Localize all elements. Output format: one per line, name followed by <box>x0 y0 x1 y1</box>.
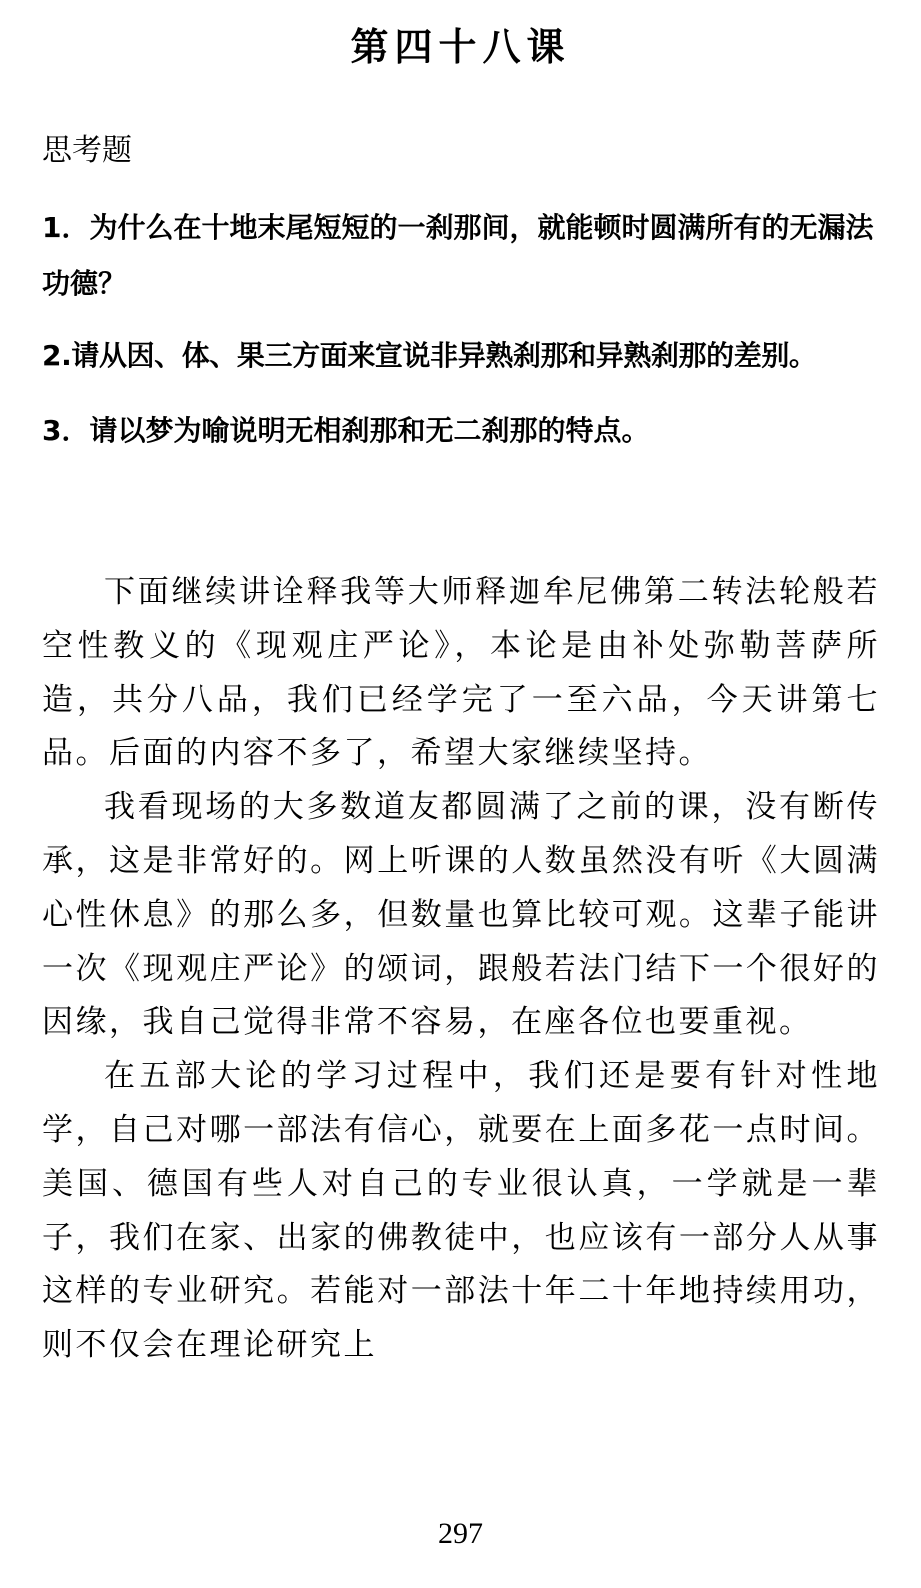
paragraph-1: 下面继续讲诠释我等大师释迦牟尼佛第二转法轮般若空性教义的《现观庄严论》，本论是由补处弥勒菩萨所造，共分八品，我们已经学完了一至六品，今天讲第七品。后面的内容不多了，希望大家继续坚持。 <box>42 574 880 772</box>
question-2: 2.请从因、体、果三方面来宣说非异熟刹那和异熟刹那的差别。 <box>42 339 817 372</box>
page-number: 297 <box>438 1517 483 1550</box>
paragraph-2: 我看现场的大多数道友都圆满了之前的课，没有断传承，这是非常好的。网上听课的人数虽然没有听《大圆满心性休息》的那么多，但数量也算比较可观。这辈子能讲一次《现观庄严论》的颂词，跟般若法门结下一个很好的因缘，我自己觉得非常不容易，在座各位也要重视。 <box>42 789 880 1041</box>
questions-heading: 思考题 <box>42 133 132 168</box>
lecture-body <box>42 566 880 1373</box>
page-title: 第四十八课 <box>350 25 571 69</box>
question-1: 1．为什么在十地末尾短短的一刹那间，就能顿时圆满所有的无漏法功德？ <box>42 211 874 300</box>
paragraph-3: 在五部大论的学习过程中，我们还是要有针对性地学，自己对哪一部法有信心，就要在上面多花一点时间。美国、德国有些人对自己的专业很认真，一学就是一辈子，我们在家、出家的佛教徒中，也应该有一部分人从事这样的专业研究。若能对一部法十年二十年地持续用功，则不仅会在理论研究上 <box>42 1058 880 1364</box>
question-3: 3．请以梦为喻说明无相刹那和无二刹那的特点。 <box>42 414 650 447</box>
